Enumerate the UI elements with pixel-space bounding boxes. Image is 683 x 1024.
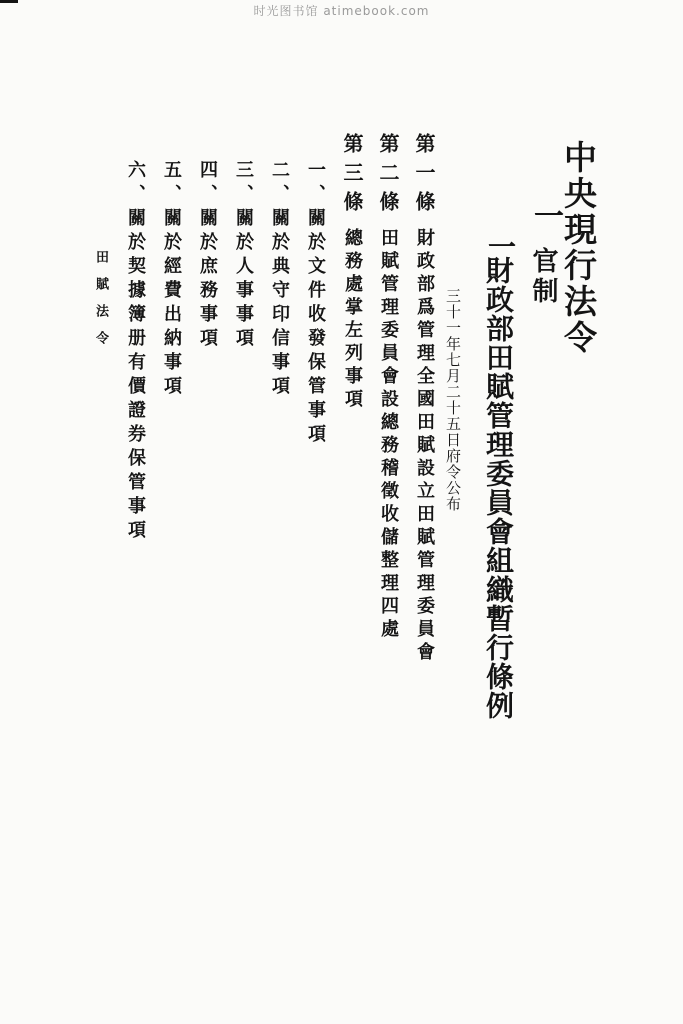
article-1-label: 第一條 (412, 133, 436, 220)
article-1-text: 財政部爲管理全國田賦設立田賦管理委員會 (414, 228, 435, 665)
running-header: 田賦法令 (93, 250, 108, 358)
article-2-label: 第二條 (376, 133, 400, 220)
article-3-label: 第三條 (340, 133, 364, 220)
item-1: 一、關於文件收發保管事項 (305, 160, 326, 448)
item-3: 三、關於人事事項 (233, 160, 254, 352)
law-number: 一 (484, 232, 517, 260)
article-2-text: 田賦管理委員會設總務稽徵收儲整理四處 (378, 228, 399, 642)
chapter-number: 一 (528, 200, 563, 230)
collection-title: 中央現行法令 (559, 140, 598, 356)
chapter-title: 官制 (528, 247, 558, 307)
item-5: 五、關於經費出納事項 (161, 160, 182, 400)
item-4: 四、關於庶務事項 (197, 160, 218, 352)
article-3-text: 總務處掌左列事項 (342, 228, 363, 412)
item-6: 六、關於契據簿册有價證券保管事項 (125, 160, 146, 544)
watermark: 时光图书馆 atimebook.com (253, 4, 430, 18)
law-title: 財政部田賦管理委員會組織暫行條例 (482, 256, 515, 720)
item-2: 二、關於典守印信事項 (269, 160, 290, 400)
promulgation-date: 三十一年七月二十五日府令公布 (444, 288, 462, 512)
